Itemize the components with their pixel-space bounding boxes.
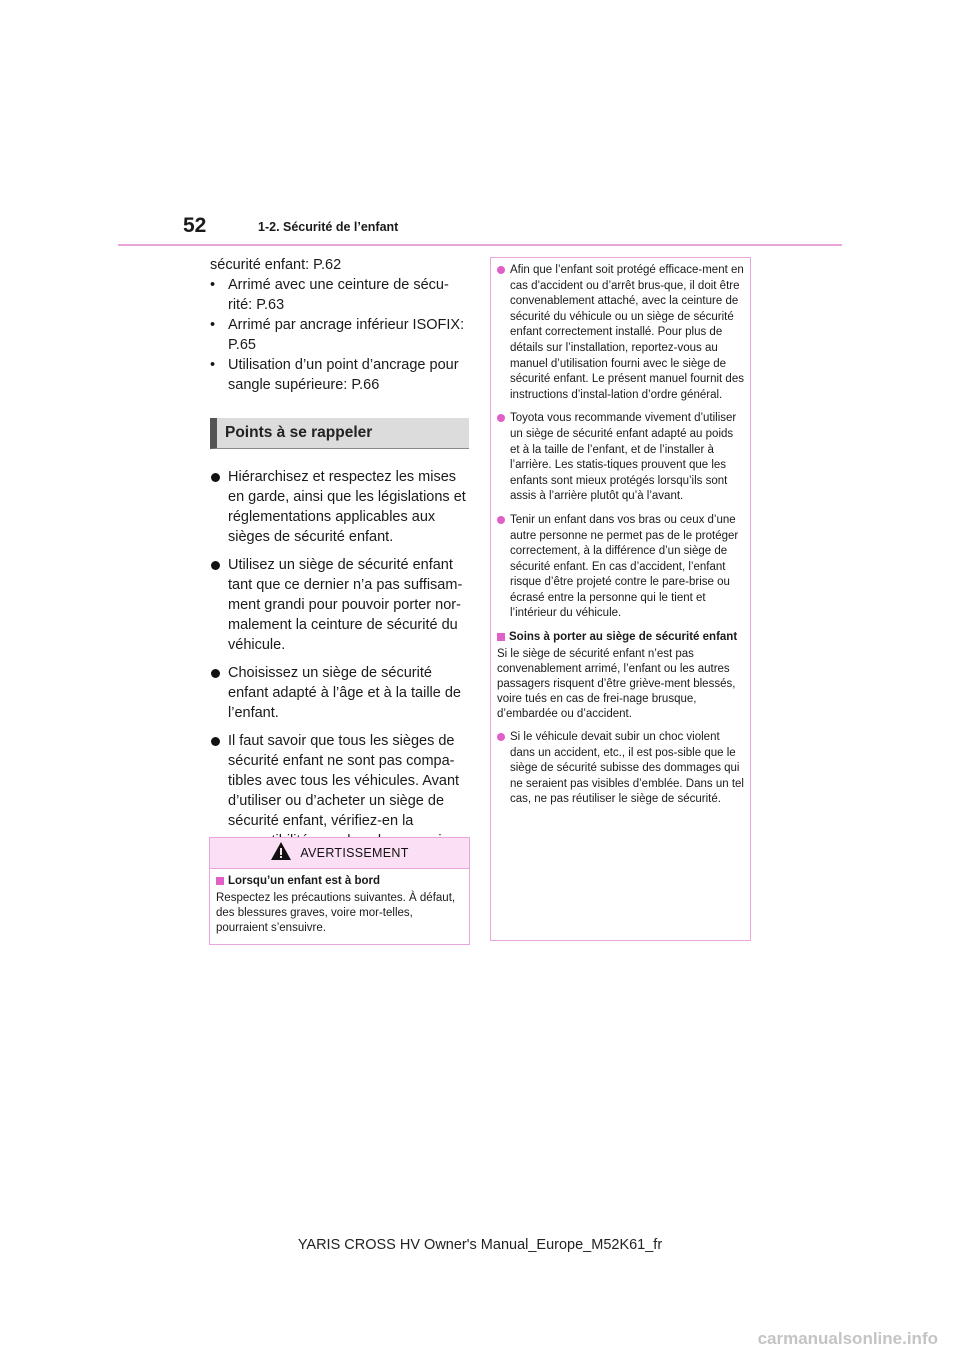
list-item: Utilisez un siège de sécurité enfant tant que ce dernier n’a pas suffisam-ment grandi pour pouvoir porter nor-malement la ceinture de sécurité du véhicule. <box>210 555 470 655</box>
list-item: • Arrimé avec une ceinture de sécu-rité: P.63 <box>210 275 470 315</box>
warning-title: AVERTISSEMENT <box>300 846 409 860</box>
reference-list <box>210 275 470 395</box>
list-item: Hiérarchisez et respectez les mises en garde, ainsi que les législations et réglementations applicables aux sièges de sécurité enfant. <box>210 467 470 547</box>
intro-text: sécurité enfant: P.62 <box>210 257 342 273</box>
list-item: Choisissez un siège de sécurité enfant adapté à l’âge et à la taille de l’enfant. <box>210 663 470 723</box>
points-heading-label: Points à se rappeler <box>225 424 373 441</box>
list-item: Toyota vous recommande vivement d’utiliser un siège de sécurité enfant adapté au poids et à la taille de l’enfant, et de l’installer à l’arrière. Les statis-tiques prouvent que les enfants sont mieux protégés lorsqu’ils sont assis à l’arrière plutôt qu’à l’avant. <box>497 411 744 505</box>
final-precaution-list <box>497 730 744 808</box>
care-text: Si le siège de sécurité enfant n’est pas convenablement arrimé, l’enfant ou les autres passagers risquent d’être griève-ment blessés, voire tués en cas de frei-nage brusque, d’embardée ou d’accident. <box>497 648 736 721</box>
warning-triangle-icon <box>270 841 292 866</box>
points-list <box>210 467 470 871</box>
watermark: carmanualsonline.info <box>757 1329 938 1348</box>
warning-subheading: Lorsqu’un enfant est à bord <box>216 874 463 889</box>
warning-box <box>209 837 470 945</box>
list-item: • Arrimé par ancrage inférieur ISOFIX: P.65 <box>210 315 470 355</box>
page-number: 52 <box>183 214 207 237</box>
footer-text: YARIS CROSS HV Owner's Manual_Europe_M52K61_fr <box>297 1237 663 1253</box>
list-item: Il faut savoir que tous les sièges de sécurité enfant ne sont pas compa-tibles avec tous les véhicules. Avant d’utiliser ou d’acheter un siège de sécurité enfant, vérifiez-en la <box>210 731 470 871</box>
warning-body <box>210 869 469 941</box>
section-title: 1-2. Sécurité de l’enfant <box>258 220 399 234</box>
warning-continued-box <box>490 257 751 941</box>
warning-header <box>210 838 469 869</box>
list-item: Tenir un enfant dans vos bras ou ceux d’une autre personne ne permet pas de le protéger correctement, à la différence d’un siège de sécurité enfant. En cas d’accident, l’enfant risque d’être projeté contre le pare-brise ou écrasé entre la personne qui le tient et l’intérieur du véhicule. <box>497 513 744 622</box>
left-column <box>210 255 470 879</box>
points-heading <box>210 418 469 449</box>
header-divider <box>118 244 842 246</box>
list-item: • Utilisation d’un point d’ancrage pour sangle supérieure: P.66 <box>210 355 470 395</box>
list-item: Si le véhicule devait subir un choc violent dans un accident, etc., il est pos-sible que le siège de sécurité subisse des dommages qui ne seraient pas visibles d’emblée. Dans un tel cas, ne pas réutiliser le siège de sécurité. <box>497 730 744 808</box>
warning-text: Respectez les précautions suivantes. À défaut, des blessures graves, voire mor-telles, pourraient s’ensuivre. <box>216 892 456 934</box>
list-item: Afin que l’enfant soit protégé efficace-ment en cas d’accident ou d’arrêt brus-que, il doit être convenablement attaché, avec la ceinture de sécurité du véhicule ou un siège de sécurité enfant correctement installé. Pour plus de détails sur l’installation, reportez-vous au manuel d’utilisation fourni avec le siège de sécurité enfant. Le présent manuel fournit des instructions d’instal-lation d’ordre général. <box>497 263 744 403</box>
care-subheading: Soins à porter au siège de sécurité enfant <box>497 630 744 645</box>
precautions-list <box>497 263 744 622</box>
